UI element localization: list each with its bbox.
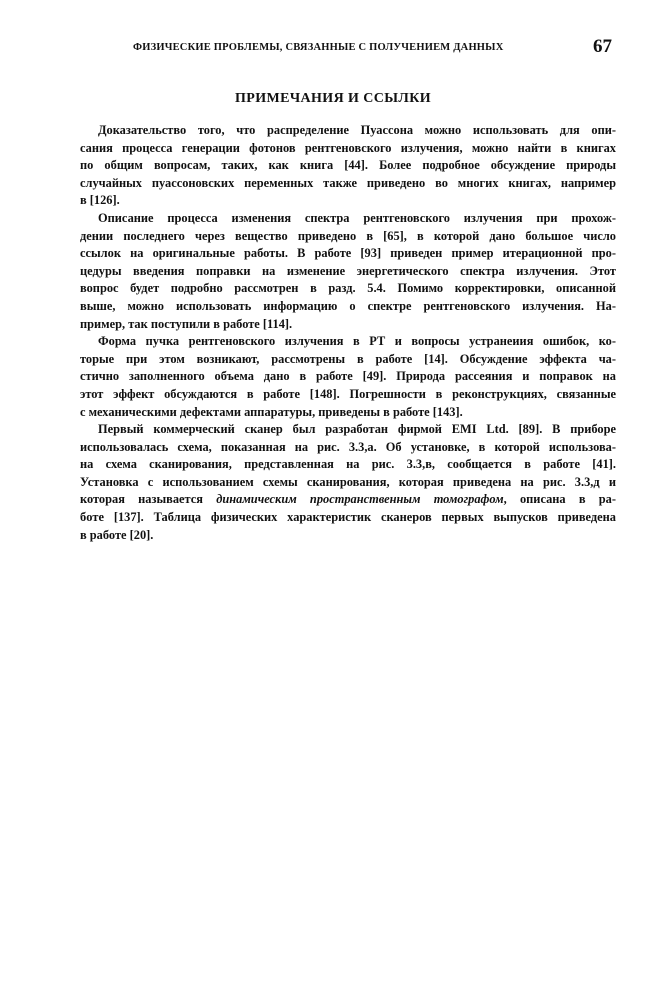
paragraph-line: дении последнего через вещество приведено в [65], в которой дано большое число (80, 228, 616, 243)
paragraph-line: Установка с использованием схемы сканирования, которая приведена на рис. 3.3,д и (80, 474, 616, 489)
paragraph-line: торые при этом возникают, рассмотрены в работе [14]. Обсуждение эффекта ча- (80, 351, 616, 366)
paragraph-line-mixed (80, 491, 616, 509)
paragraph-line: бoте [137]. Таблица физических характеристик сканеров первых выпусков приведена (80, 510, 616, 525)
paragraph-line: цедуры введения поправки на изменение энергетического спектра излучения. Этот (80, 263, 616, 278)
line-text: которая называется (80, 492, 217, 507)
paragraph-line: Форма пучка рентгеновского излучения в РТ и вопросы устранеиия ошибок, ко- (98, 334, 616, 349)
paragraph-1 (80, 122, 616, 210)
paragraph-line: в работе [20]. (80, 527, 154, 542)
paragraph-3 (80, 333, 616, 421)
italic-term: динамическим пространственным томографом (216, 492, 504, 507)
paragraph-line: вопрос будет подробно рассмотрен в разд. 5.4. Помимо корректировки, описанной (80, 281, 616, 296)
paragraph-line: ссылок на оригинальные работы. В работе [93] приведен пример итерационной про- (80, 246, 616, 261)
body-text (80, 122, 616, 544)
paragraph-line: с механическими дефектами аппаратуры, приведены в работе [143]. (80, 404, 463, 419)
paragraph-line: Описание процесса изменения спектра рентгеновского излучения при прохож- (98, 210, 616, 225)
page-number: 67 (593, 36, 612, 57)
paragraph-4 (80, 421, 616, 544)
paragraph-line: по общим вопросам, таких, как книга [44]. Более подробное обсуждение природы (80, 158, 616, 173)
paragraph-line: Первый коммерческий сканер был разработан фирмой EMI Ltd. [89]. В приборе (98, 422, 616, 437)
section-title: ПРИМЕЧАНИЯ И ССЫЛКИ (234, 91, 432, 106)
paragraph-line: стично заполненного объема дано в работе [49]. Природа рассеяния и поправок на (80, 369, 616, 384)
paragraph-line: этот эффект обсуждаются в работе [148]. Погрешности в реконструкциях, связанные (80, 386, 616, 401)
paragraph-line: сания процесса генерации фотонов рентгеновского излучения, можно найти в книгах (80, 140, 616, 155)
paragraph-2 (80, 210, 616, 333)
paragraph-line: пример, так поступили в работе [114]. (80, 316, 293, 331)
paragraph-line: на схема сканирования, представленная на рис. 3.3,в, сообщается в работе [41]. (80, 457, 616, 472)
paragraph-line: выше, можно использовать информацию о спектре рентгеновского излучения. На- (80, 298, 616, 313)
paragraph-line: случайных пуассоновских переменных также приведено во многих книгах, например (80, 175, 616, 190)
running-header: ФИЗИЧЕСКИЕ ПРОБЛЕМЫ, СВЯЗАННЫЕ С ПОЛУЧЕНИЕМ ДАННЫХ (133, 42, 504, 53)
paragraph-line: в [126]. (80, 193, 120, 208)
paragraph-line: Доказательство того, что распределение Пуассона можно использовать для опи- (98, 123, 616, 137)
line-text: , описана в ра- (503, 492, 616, 507)
paragraph-line: использовалась схема, показанная на рис. 3.3,а. Об установке, в которой использова- (80, 439, 616, 454)
